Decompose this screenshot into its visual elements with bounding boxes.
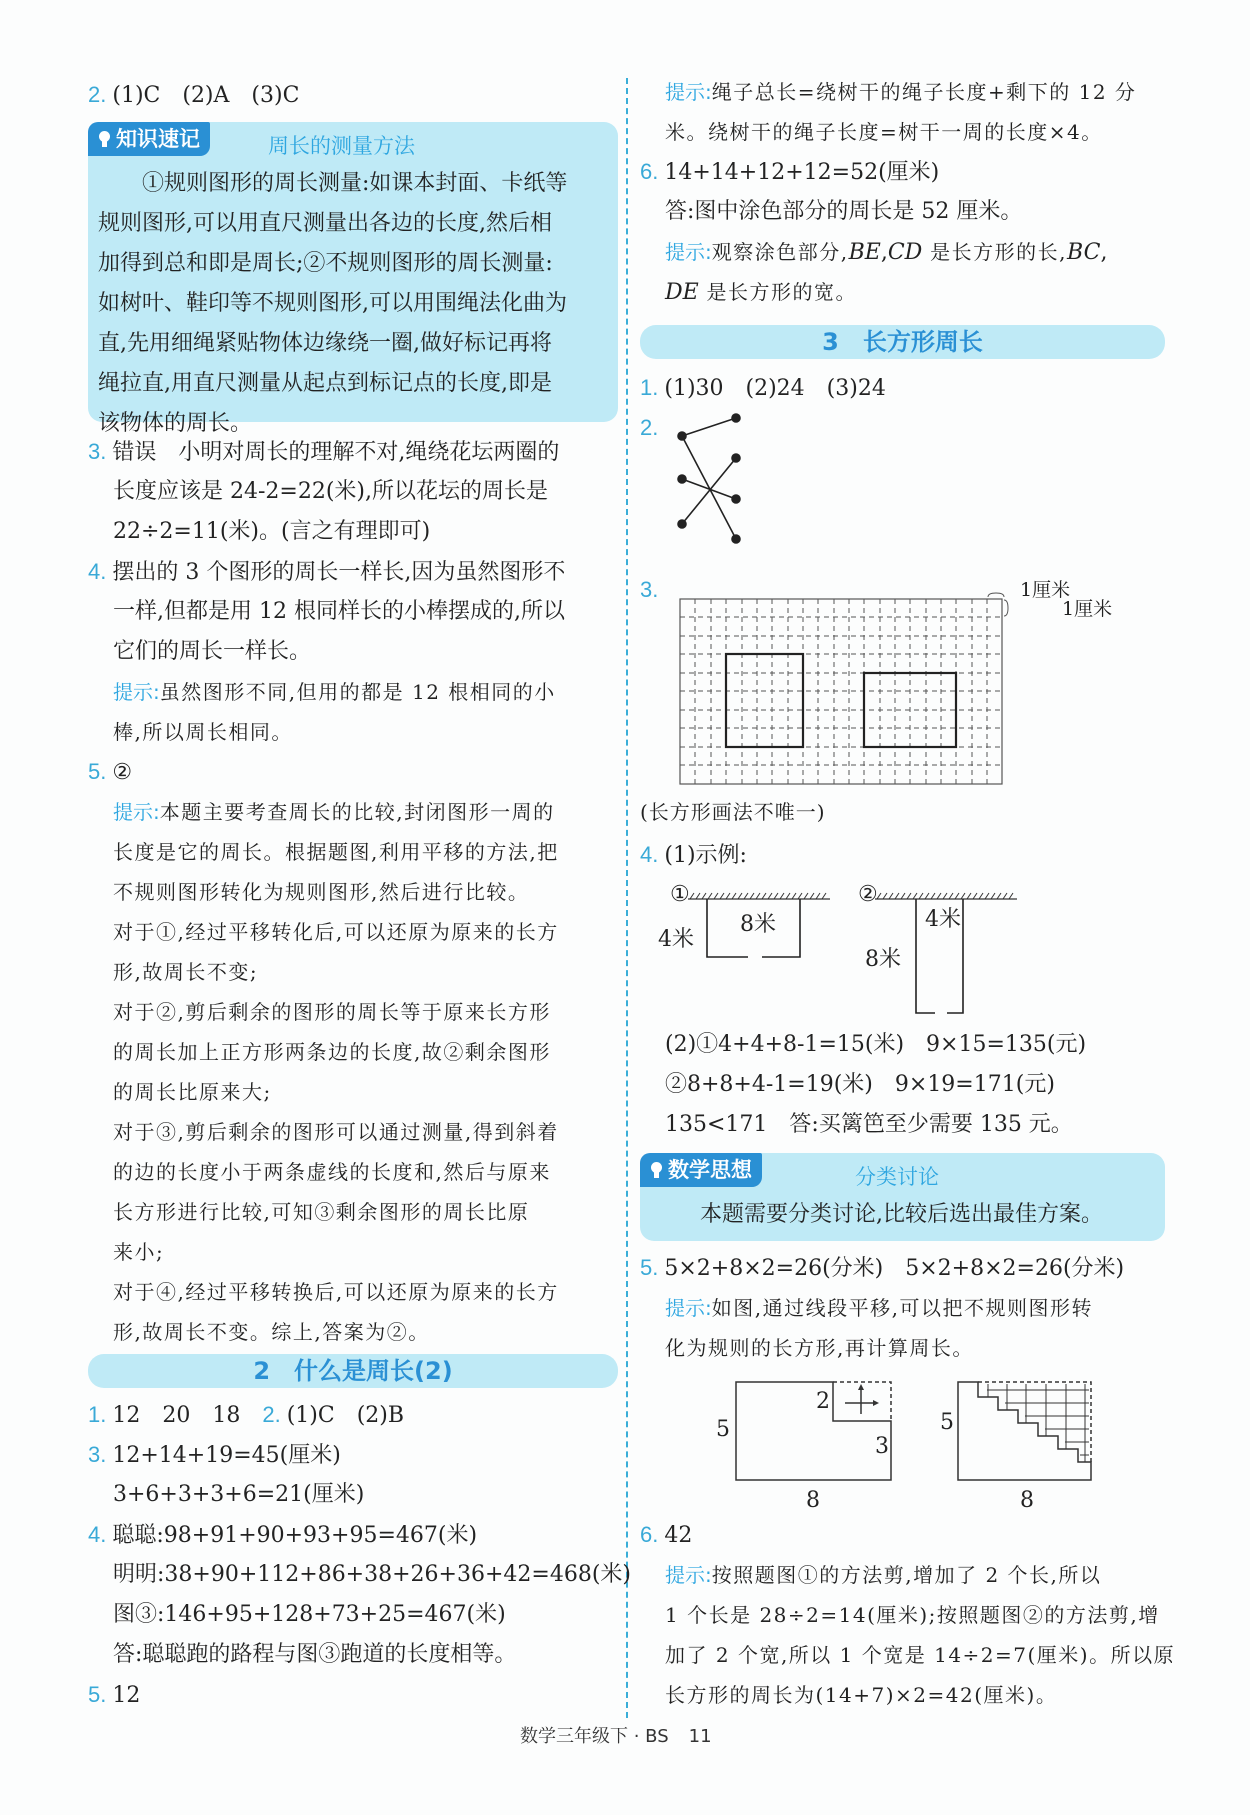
section-3-header: 3 长方形周长 bbox=[640, 325, 1165, 359]
page-footer bbox=[520, 1722, 732, 1748]
unit-label-width: 1厘米 bbox=[1020, 579, 1071, 601]
unit-label-height: 1厘米 bbox=[1062, 598, 1113, 620]
math-thinking-badge: 数学思想 bbox=[640, 1153, 762, 1187]
column-divider bbox=[626, 78, 628, 1718]
s3-q1-answer: 1. (1)30 (2)24 (3)24 bbox=[640, 375, 886, 401]
knowledge-title: 周长的测量方法 bbox=[268, 134, 415, 158]
book-title: 数学三年级下 · BS bbox=[520, 1726, 669, 1747]
lightbulb-icon bbox=[648, 1160, 664, 1180]
knowledge-badge: 知识速记 bbox=[88, 122, 210, 156]
lightbulb-icon bbox=[96, 129, 112, 149]
section-2-header: 2 什么是周长(2) bbox=[88, 1354, 618, 1388]
s3-q2-label: 2. bbox=[640, 415, 659, 440]
translation-diagrams bbox=[640, 0, 650, 10]
page-number: 11 bbox=[688, 1726, 712, 1747]
math-thinking-title: 分类讨论 bbox=[855, 1165, 939, 1189]
s2-q5-answer: 5. 12 bbox=[88, 1682, 141, 1708]
q2-answer: 2. (1)C (2)A (3)C bbox=[88, 82, 300, 108]
knowledge-box bbox=[88, 122, 618, 436]
drawing-note: (长方形画法不唯一) bbox=[640, 800, 826, 824]
knowledge-text: ①规则图形的周长测量:如课本封面、卡纸等 规则图形,可以用直尺测量出各边的长度,然后相 加得到总和即是周长;②不规则图形的周长测量: 如树叶、鞋印等不规则图形,可以用围绳法化曲为 直,先用细绳紧贴物体边缘绕一圈,做好标记再将 绳拉直,用直尺测量从起点到标记点的长度,即是 该物体的周长。 bbox=[98, 171, 568, 436]
math-thinking-box bbox=[640, 1153, 1165, 1241]
s3-q3-label: 3. bbox=[640, 577, 659, 602]
s2-q1-q2-answer: 1. 12 20 18 2. (1)C (2)B bbox=[88, 1402, 405, 1428]
math-thinking-text: 本题需要分类讨论,比较后选出最佳方案。 bbox=[700, 1202, 1103, 1227]
